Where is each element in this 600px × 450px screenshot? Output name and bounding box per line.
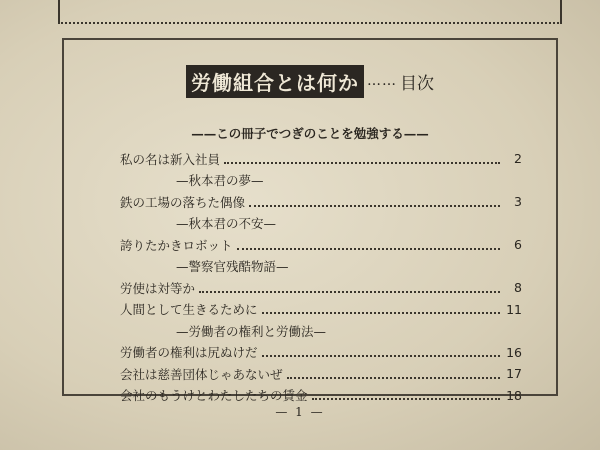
toc-subtitle — [120, 256, 522, 278]
toc-subtitle-text: —秋本君の不安— — [176, 216, 277, 232]
toc-entry-title: 会社は慈善団体じゃあないぜ — [120, 366, 283, 382]
dot-leader — [249, 205, 500, 207]
dot-leader — [237, 248, 500, 250]
toc-entry — [120, 191, 522, 213]
toc-entry — [120, 234, 522, 256]
toc-page-number: 17 — [506, 366, 522, 382]
toc-page-number: 18 — [506, 387, 522, 403]
toc-entry — [120, 148, 522, 170]
toc-subtitle-text: —秋本君の夢— — [176, 173, 264, 189]
toc-entry — [120, 363, 522, 385]
toc-page-number: 8 — [514, 280, 522, 296]
toc-page-number: 11 — [506, 301, 522, 317]
contents-frame — [62, 38, 558, 404]
dot-leader — [262, 312, 500, 314]
toc-entry-title: 会社のもうけとわたしたちの賃金 — [120, 388, 308, 404]
toc-subtitle-text: —労働者の権利と労働法— — [176, 323, 327, 339]
toc-page-number: 16 — [506, 344, 522, 360]
toc-subtitle — [120, 320, 522, 342]
toc-entry-title: 鉄の工場の落ちた偶像 — [120, 194, 246, 210]
toc-entry-title: 労働者の権利は尻ぬけだ — [120, 345, 258, 361]
dot-leader — [224, 162, 500, 164]
dot-leader — [262, 355, 500, 357]
toc-entry-title: 誇りたかきロボット — [120, 237, 233, 253]
subtitle: ——この冊子でつぎのことを勉強する—— — [191, 126, 429, 141]
toc-entry — [120, 299, 522, 321]
toc-page-number: 6 — [514, 237, 522, 253]
heading-suffix: 目次 — [400, 73, 434, 94]
toc-entry-title: 労使は対等か — [120, 280, 196, 296]
table-of-contents — [120, 148, 522, 406]
heading — [64, 66, 556, 96]
heading-title: 労働組合とは何か — [186, 65, 364, 98]
dot-leader — [312, 398, 500, 400]
toc-subtitle-text: —警察官残酷物語— — [176, 259, 289, 275]
toc-entry-title: 人間として生きるために — [120, 302, 258, 318]
toc-subtitle — [120, 213, 522, 235]
toc-entry — [120, 342, 522, 364]
dot-leader — [199, 291, 500, 293]
dot-leader — [287, 377, 500, 379]
toc-entry — [120, 277, 522, 299]
toc-entry — [120, 385, 522, 407]
page-number-footer: — 1 — — [275, 405, 325, 419]
heading-dots: …… — [367, 73, 397, 89]
toc-page-number: 2 — [514, 151, 522, 167]
toc-entry-title: 私の名は新入社員 — [120, 151, 221, 167]
toc-page-number: 3 — [514, 194, 522, 210]
toc-subtitle — [120, 170, 522, 192]
top-border-rule — [58, 0, 562, 24]
